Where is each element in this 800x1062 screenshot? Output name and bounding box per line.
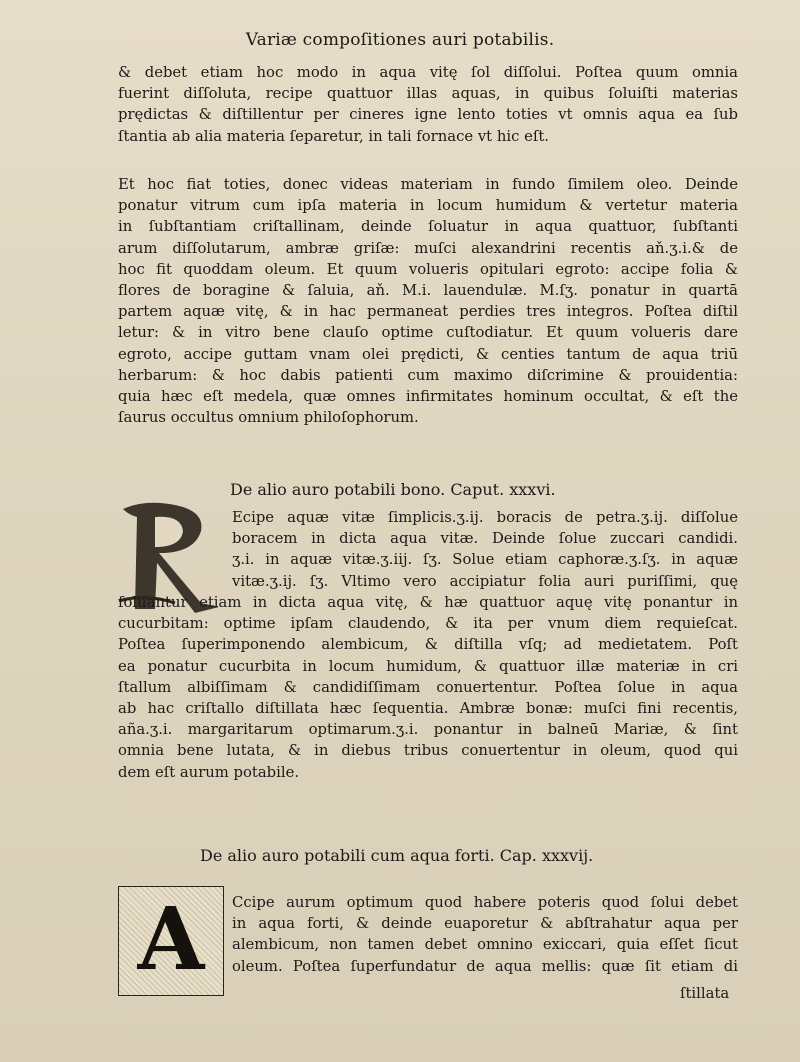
chapter-37-indented [232, 892, 738, 977]
text-line: partem aquæ vitę, & in hac permaneat perdies tres integros. Poſtea diſtil [118, 303, 738, 321]
text-line: letur: & in vitro bene clauſo optime cuſtodiatur. Et quum volueris dare [118, 324, 738, 342]
text-line: alembicum, non tamen debet omnino exiccari, quia eſſet ſicut [232, 936, 738, 954]
text-line: ſtallum albiſſimam & candidiſſimam conuertentur. Poſtea ſolue in aqua [118, 678, 738, 696]
text-line: ab hac criſtallo diſtillata hæc ſequentia. Ambræ bonæ: muſci fini recentis, [118, 700, 738, 718]
text-line: Ccipe aurum optimum quod habere poteris quod ſolui debet [232, 894, 738, 911]
text-line: Et hoc fiat toties, donec videas materiam in fundo ſimilem oleo. Deinde [118, 176, 738, 193]
text-line: aña.ʒ.i. margaritarum optimarum.ʒ.i. ponantur in balneū Mariæ, & ſint [118, 721, 738, 739]
text-line: ſtantia ab alia materia ſeparetur, in tali fornace vt hic eſt. [118, 127, 549, 145]
text-line: dem eſt aurum potabile. [118, 763, 300, 781]
text-line: omnia bene lutata, & in diebus tribus conuertentur in oleum, quod qui [118, 742, 738, 760]
text-line: arum diſſolutarum, ambræ griſæ: muſci alexandrini recentis aň.ʒ.i.& de [118, 239, 738, 257]
chapter-37-heading: De alio auro potabili cum aqua forti. Cap. xxxvij. [200, 846, 594, 865]
chapter-36-body [118, 592, 738, 783]
text-line: boracem in dicta aqua vitæ. Deinde ſolue zuccari candidi. [232, 530, 738, 548]
text-line: ea ponatur cucurbita in locum humidum, & quattuor illæ materiæ in cri [118, 657, 738, 675]
text-line: cucurbitam: optime ipſam claudendo, & ita per vnum diem requieſcat. [118, 615, 738, 633]
text-line: flores de boragine & ſaluia, aň. M.i. lauendulæ. M.ſʒ. ponatur in quartā [118, 282, 738, 300]
text-line: ſaurus occultus omnium philoſophorum. [118, 409, 419, 427]
decorated-initial-a [118, 886, 224, 996]
text-line: hoc fit quoddam oleum. Et quum volueris opitulari egroto: accipe folia & [118, 260, 738, 278]
text-line: ponatur vitrum cum ipſa materia in locum humidum & vertetur materia [118, 197, 738, 215]
catchword: ſtillata [680, 985, 730, 1002]
text-line: vitæ.ʒ.ij. ſʒ. Vltimo vero accipiatur folia auri puriſſimi, quę [232, 572, 738, 590]
text-line: in aqua forti, & deinde euaporetur & abſtrahatur aqua per [232, 915, 738, 933]
paragraph-1 [118, 62, 738, 147]
text-line: Ecipe aquæ vitæ ſimplicis.ʒ.ij. boracis de petra.ʒ.ij. diſſolue [232, 509, 738, 526]
text-line: ʒ.i. in aquæ vitæ.ʒ.iij. ſʒ. Solue etiam caphoræ.ʒ.ſʒ. in aquæ [232, 551, 738, 569]
text-line: fuerint diſſoluta, recipe quattuor illas aquas, in quibus ſoluiſti materias [118, 85, 738, 103]
initial-letter: A [137, 889, 205, 990]
chapter-36-heading: De alio auro potabili bono. Caput. xxxvi. [230, 480, 556, 499]
text-line: prędictas & diſtillentur per cineres igne lento toties vt omnis aqua ea ſub [118, 106, 738, 124]
text-line: & debet etiam hoc modo in aqua vitę ſol diſſolui. Poſtea quum omnia [118, 64, 738, 81]
text-line: egroto, accipe guttam vnam olei prędicti, & centies tantum de aqua triū [118, 345, 738, 363]
text-line: quia hæc eſt medela, quæ omnes infirmitates hominum occultat, & eſt the [118, 388, 738, 406]
chapter-36-indented [232, 507, 738, 592]
text-line: in ſubſtantiam criſtallinam, deinde ſoluatur in aqua quattuor, ſubſtanti [118, 218, 738, 236]
running-head: Variæ compoſitiones auri potabilis. [245, 30, 555, 50]
text-line: oleum. Poſtea ſuperfundatur de aqua mellis: quæ ſit etiam di [232, 957, 738, 975]
paragraph-2 [118, 174, 738, 428]
text-line: Poſtea ſuperimponendo alembicum, & diſtilla vſq; ad medietatem. Poſt [118, 636, 738, 654]
text-line: ſoluantur etiam in dicta aqua vitę, & hæ quattuor aquę vitę ponantur in [118, 594, 738, 611]
text-line: herbarum: & hoc dabis patienti cum maximo diſcrimine & prouidentia: [118, 366, 738, 384]
